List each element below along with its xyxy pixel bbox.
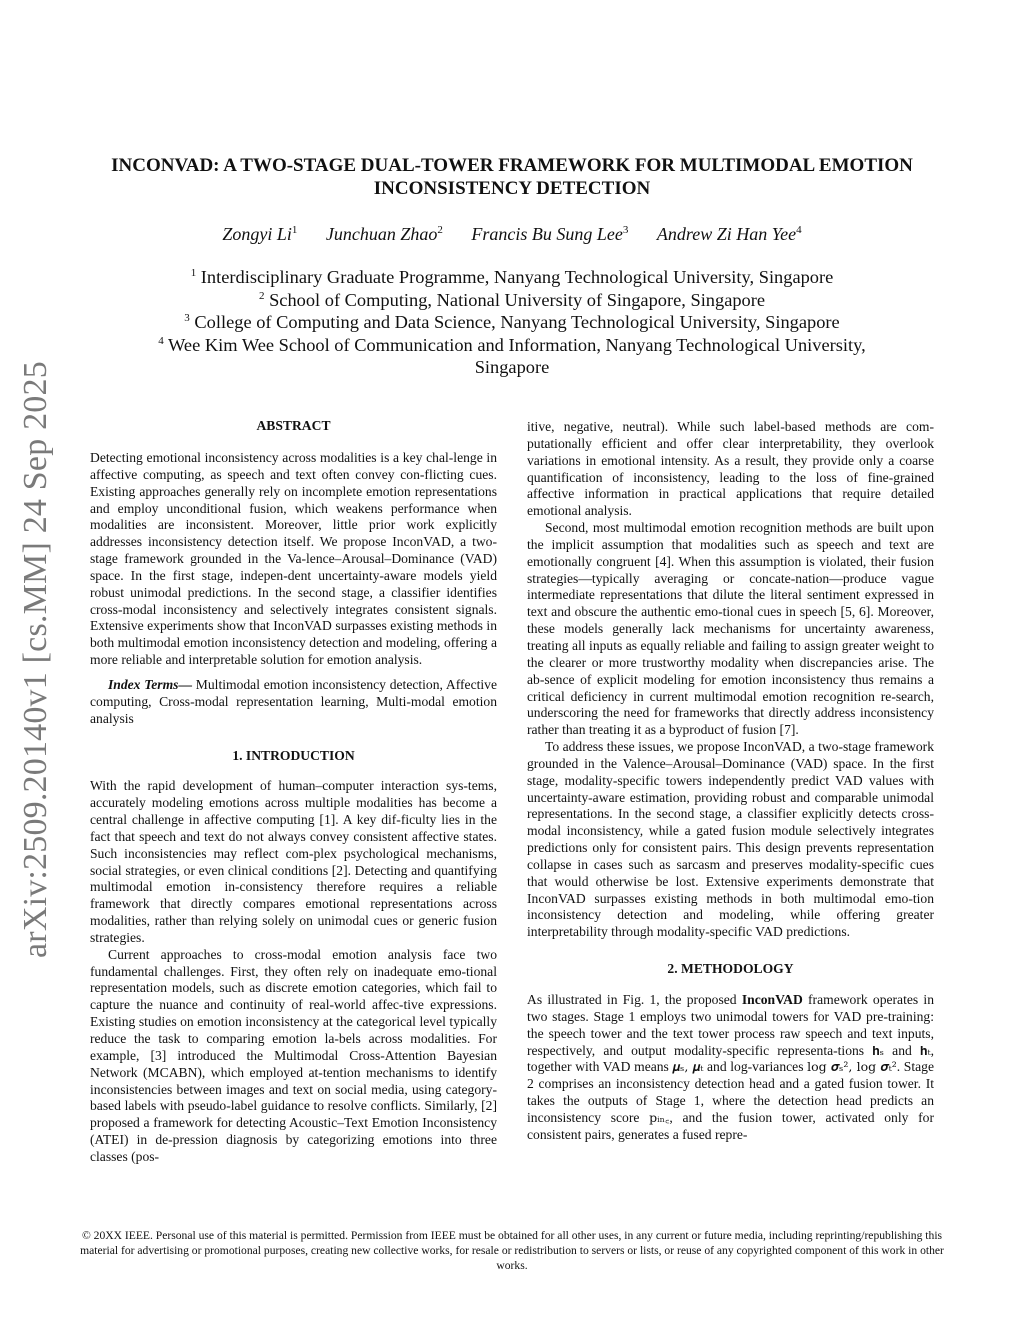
math-h-s: 𝐡ₛ [872,1042,885,1058]
methodology-heading: 2. METHODOLOGY [667,961,794,977]
author [657,224,802,244]
author-name: Zongyi Li [222,224,292,244]
math-mu: 𝝁ₛ, 𝝁ₜ [672,1059,704,1075]
title-line: INCONVAD: A TWO-STAGE DUAL-TOWER FRAMEWORK FOR MULTIMODAL EMOTION [111,155,913,176]
author-name: Francis Bu Sung Lee [471,224,623,244]
affiliation [130,334,894,379]
intro-heading: 1. INTRODUCTION [232,747,355,763]
author [471,224,628,244]
abstract-heading: ABSTRACT [256,418,331,433]
affiliation [130,311,894,334]
methodology-paragraph [527,992,934,1144]
method-text: As illustrated in Fig. 1, the proposed [527,992,742,1007]
affiliation-sup: 4 [158,334,164,347]
affiliation [130,266,894,289]
paper-title [80,154,944,200]
index-terms [90,677,497,728]
index-terms-text: Multimodal emotion inconsistency detection, Affective computing, Cross-modal representation learning, Multi-modal emotion analysis [90,676,497,726]
method-text: . Stage 2 comprises an inconsistency detection head and a gated fusion tower. It takes the outputs of Stage 1, where the detection head predicts an inconsistency score [527,1059,935,1125]
author-sup: 1 [291,224,298,236]
math-log-sigma: log 𝝈ₛ², log 𝝈ₜ² [807,1059,897,1075]
left-column [90,418,497,1166]
right-column [527,419,934,1144]
arxiv-sidebar [6,361,66,958]
author-list [80,222,944,246]
math-h-t: 𝐡ₜ [919,1042,931,1058]
copyright-footer: © 20XX IEEE. Personal use of this material is permitted. Permission from IEEE must be obtained for all other uses, in any current or future media, including reprinting/republishing this material for advertising or promotional purposes, creating new collective works, for resale or redistribution to servers or lists, or reuse of any copyrighted component of this work in other works. [80,1229,944,1272]
title-line: INCONSISTENCY DETECTION [373,178,651,199]
affiliation-text: College of Computing and Data Science, Nanyang Technological University, Singapore [194,312,840,332]
affiliation-sup: 3 [184,311,190,324]
affiliation-sup: 2 [258,289,265,302]
author-name: Junchuan Zhao [325,224,438,244]
author [222,224,297,244]
author-name: Andrew Zi Han Yee [656,224,797,244]
abstract-text: Detecting emotional inconsistency across modalities is a key chal-lenge in affective computing, as speech and text often convey con-flicting cues. Existing approaches generally rely on incomplete emotion representations and employ unconditional fusion, which weakens performance when modalities are inconsistent. Moreover, little prior work explicitly addresses inconsistency detection itself. We propose InconVAD, a two-stage framework grounded in the Va-lence–Arousal–Dominance (VAD) space. In the first stage, indepen-dent uncertainty-aware models yield robust unimodal predictions. In the second stage, a classifier identifies cross-modal inconsistency and selectively integrates consistent signals. Extensive experiments show that InconVAD surpasses existing methods in both multimodal emotion inconsistency detection and modeling, offering a more reliable and interpretable solution for emotion analysis. [90,450,497,668]
affiliation-text: Interdisciplinary Graduate Programme, Nanyang Technological University, Singapore [200,267,834,287]
affiliation [130,289,894,312]
index-terms-label: Index Terms— [108,676,193,692]
method-text: framework operates in two stages. Stage 1 employs two unimodal towers for VAD pre-training: the speech tower and the text tower process raw speech and text inputs, respectively, and output modality-specific representa-tions [527,992,934,1058]
method-text: and [884,1042,920,1058]
affiliation-text: Wee Kim Wee School of Communication and Information, Nanyang Technological University, Singapore [168,334,866,377]
affiliation-sup: 1 [190,266,197,279]
author-sup: 2 [437,224,443,236]
arxiv-identifier[interactable]: arXiv:2509.20140v1 [cs.MM] 24 Sep 2025 [17,361,54,958]
author-sup: 4 [796,224,802,236]
method-bold-name: InconVAD [741,992,803,1007]
method-text: and log-variances [703,1059,808,1075]
affiliation-text: School of Computing, National University of Singapore, Singapore [269,289,766,310]
intro-paragraph-3: Second, most multimodal emotion recognition methods are built upon the implicit assumption that modalities such as speech and text are emotionally congruent [4]. When this assumption is violated, their fusion strategies—typically averaging or concate-nation—produce vague intermediate representations that dilute the literal sentiment expressed in text and obscure the authentic emo-tional cues in speech [5, 6]. Moreover, these models generally lack mechanisms for uncertainty awareness, treating all inputs as equally reliable and failing to assign greater weight to the clearer or more trustworthy modality when discrepancies arise. The ab-sence of explicit modeling for emotion inconsistency thus remains a critical deficiency in current multimodal emotion recognition re-search, underscoring the need for frameworks that directly address inconsistency rather than treating it as a byproduct of fusion [7]. [527,520,934,738]
author-sup: 3 [622,224,629,236]
intro-paragraph-2: Current approaches to cross-modal emotion analysis face two fundamental challenges. First, they often rely on inadequate emo-tional representation models, such as discrete emotion categories, which fail to capture the nuance and continuity of real-world affec-tive expressions. Existing studies on emotion inconsistency at the categorical level typically reduce the task to comparing emotion la-bels across modalities. For example, [3] introduced the Multimodal Cross-Attention Bayesian Network (MCABN), which employed at-tention mechanisms to identify inconsistencies between images and text on social media, using category-based labels with pseudo-label guidance to resolve conflicts. Similarly, [2] proposed a framework for detecting Acoustic–Text Emotion Inconsistency (ATEI) in de-pression diagnosis by categorizing emotions into three classes (pos- [90,946,497,1164]
author [326,224,443,244]
intro-paragraph-2-continued: itive, negative, neutral). While such label-based methods are com-putationally efficient and offer clear interpretability, they overlook variations in emotional intensity. As a result, they provide only a coarse quantification of inconsistency, leading to the loss of fine-grained affective information in practical applications that require detailed emotional analysis. [527,419,934,519]
method-text: , together with VAD means [527,1042,934,1075]
math-p-inc: pᵢₙ꜀ [649,1109,670,1125]
affiliation-list [130,266,894,379]
intro-paragraph-1: With the rapid development of human–computer interaction sys-tems, accurately modeling emotions across multiple modalities has become a central challenge in affective computing [1]. A key dif-ficulty lies in the fact that speech and text do not always convey consistent affective states. Such inconsistencies may reflect com-plex psychological mechanisms, social strategies, or even clinical conditions [2]. Detecting and quantifying multimodal emotion in-consistency therefore requires a reliable framework that directly compares emotional representations across modalities, rather than relying solely on unimodal cues or generic fusion strategies. [90,778,497,945]
intro-paragraph-4: To address these issues, we propose InconVAD, a two-stage framework grounded in the Valence–Arousal–Dominance (VAD) space. In the first stage, modality-specific towers independently predict VAD values with uncertainty-aware estimation, providing robust and comparable unimodal representations. In the second stage, a classifier explicitly detects cross-modal inconsistency, while a gated fusion module selectively integrates predictions only for consistent pairs. This design prevents representation collapse in cases such as sarcasm and preserves modality-specific cues that would otherwise be lost. Extensive experiments demonstrate that InconVAD surpasses existing methods in both multimodal emo-tion inconsistency detection and modeling, while offering greater interpretability through modality-specific VAD predictions. [527,739,934,940]
method-text: , and the fusion tower, activated only for consistent pairs, generates a fused repre- [527,1109,934,1142]
